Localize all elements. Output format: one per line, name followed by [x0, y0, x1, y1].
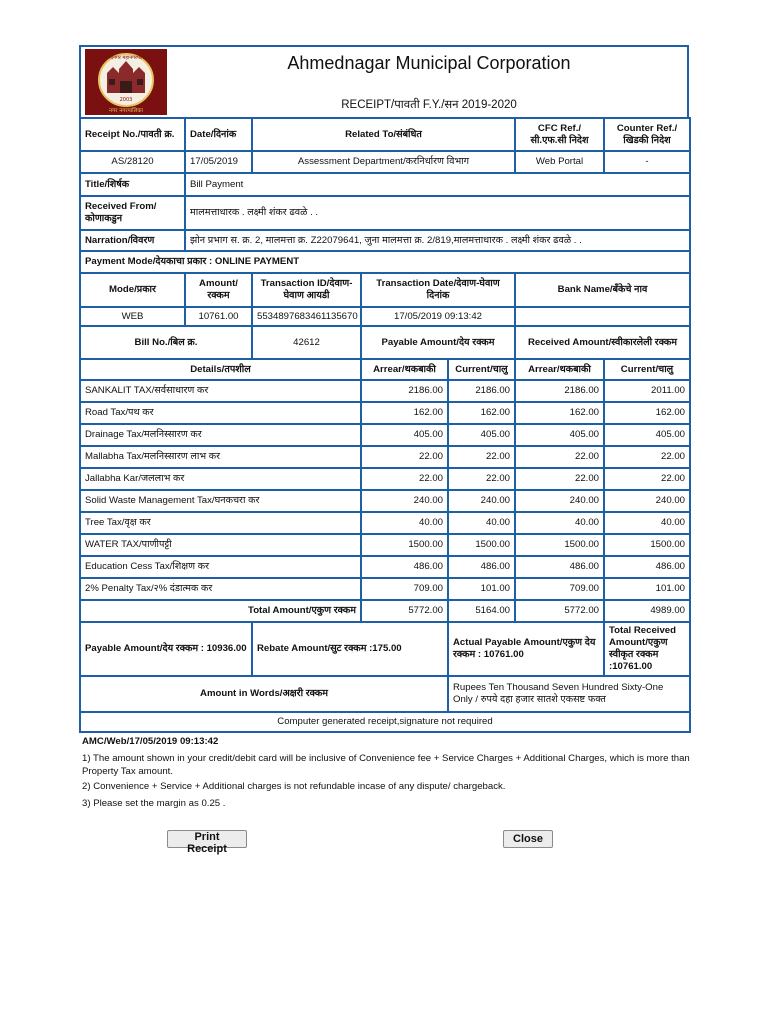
logo-bottom-text: नगर नगरपालिका — [109, 108, 143, 114]
bill-no-value: 42612 — [252, 326, 361, 359]
table-row — [80, 556, 690, 578]
payable-arrear-label: Arrear/थकबाकी — [361, 359, 448, 380]
table-row — [80, 468, 690, 490]
table-row — [80, 380, 690, 402]
tax-value: 40.00 — [361, 512, 448, 534]
receipt-no-value: AS/28120 — [80, 151, 185, 173]
received-amount-label: Received Amount/स्वीकारलेली रक्कम — [515, 326, 690, 359]
tax-value: 709.00 — [515, 578, 604, 600]
total-label: Total Amount/एकुण रक्कम — [80, 600, 361, 622]
amount-words-row — [80, 676, 690, 712]
cfc-ref-label: CFC Ref./ सी.एफ.सी निदेश — [515, 118, 604, 151]
table-row — [80, 512, 690, 534]
title-label: Title/शिर्षक — [80, 173, 185, 196]
tax-name: Education Cess Tax/शिक्षण कर — [80, 556, 361, 578]
narration-row — [80, 230, 690, 251]
mode-value: WEB — [80, 307, 185, 326]
amount-label: Amount/ रक्कम — [185, 273, 252, 307]
received-arrear-label: Arrear/थकबाकी — [515, 359, 604, 380]
tax-value: 240.00 — [448, 490, 515, 512]
payable-amount-label: Payable Amount/देय रक्कम — [361, 326, 515, 359]
rebate-amount-summary: Rebate Amount/सुट रक्कम :175.00 — [252, 622, 448, 676]
total-value: 4989.00 — [604, 600, 690, 622]
total-received-summary: Total Received Amount/एकुण स्वीकृत रक्कम :10761.00 — [604, 622, 690, 676]
table-row — [80, 578, 690, 600]
tax-value: 240.00 — [361, 490, 448, 512]
table-row — [80, 534, 690, 556]
tax-name: SANKALIT TAX/सर्वसाधारण कर — [80, 380, 361, 402]
tax-value: 162.00 — [448, 402, 515, 424]
title-value: Bill Payment — [185, 173, 690, 196]
tax-value: 486.00 — [604, 556, 690, 578]
tax-value: 101.00 — [604, 578, 690, 600]
tax-value: 40.00 — [604, 512, 690, 534]
table-row — [80, 490, 690, 512]
note-2: 2) Convenience + Service + Additional charges is not refundable incase of any dispute/ chargeback. — [82, 781, 506, 792]
tax-value: 162.00 — [515, 402, 604, 424]
tax-name: 2% Penalty Tax/२% दंडात्मक कर — [80, 578, 361, 600]
tax-value: 22.00 — [448, 468, 515, 490]
payment-mode: Payment Mode/देयकाचा प्रकार : ONLINE PAYMENT — [80, 251, 690, 273]
table-row — [80, 424, 690, 446]
counter-ref-value: - — [604, 151, 690, 173]
tax-value: 22.00 — [448, 446, 515, 468]
tax-name: Mallabha Tax/मलनिस्सारण लाभ कर — [80, 446, 361, 468]
cfc-ref-value: Web Portal — [515, 151, 604, 173]
transaction-id-value: 5534897683461135670 — [252, 307, 361, 326]
date-label: Date/दिनांक — [185, 118, 252, 151]
bill-no-label: Bill No./बिल क्र. — [80, 326, 252, 359]
corporation-logo — [85, 49, 167, 115]
logo-top-text: अहमदनगर महानगरपालिका — [101, 55, 151, 61]
receipt-header-labels-row — [80, 118, 690, 151]
mode-label: Mode/प्रकार — [80, 273, 185, 307]
tax-value: 40.00 — [448, 512, 515, 534]
payable-amount-summary: Payable Amount/देय रक्कम : 10936.00 — [80, 622, 252, 676]
receipt-header — [79, 45, 689, 119]
tax-value: 22.00 — [515, 468, 604, 490]
logo-year: 2003 — [119, 97, 133, 103]
tax-value: 240.00 — [515, 490, 604, 512]
total-value: 5164.00 — [448, 600, 515, 622]
tax-value: 22.00 — [361, 468, 448, 490]
tax-value: 709.00 — [361, 578, 448, 600]
tax-value: 2186.00 — [361, 380, 448, 402]
tax-name: Jallabha Kar/जललाभ कर — [80, 468, 361, 490]
amount-words-label: Amount in Words/अक्षरी रक्कम — [80, 676, 448, 712]
tax-value: 2186.00 — [448, 380, 515, 402]
tax-value: 1500.00 — [604, 534, 690, 556]
details-label: Details/तपशील — [80, 359, 361, 380]
title-row — [80, 173, 690, 196]
tax-value: 405.00 — [604, 424, 690, 446]
computer-generated-note: Computer generated receipt,signature not required — [80, 712, 690, 732]
tax-value: 405.00 — [448, 424, 515, 446]
amount-value: 10761.00 — [185, 307, 252, 326]
tax-name: Drainage Tax/मलनिस्सारण कर — [80, 424, 361, 446]
org-name: Ahmednagar Municipal Corporation — [287, 53, 571, 73]
transaction-values-row — [80, 307, 690, 326]
related-to-value: Assessment Department/करनिर्धारण विभाग — [252, 151, 515, 173]
note-3: 3) Please set the margin as 0.25 . — [82, 798, 226, 809]
tax-value: 101.00 — [448, 578, 515, 600]
tax-name: Road Tax/पथ कर — [80, 402, 361, 424]
receipt-no-label: Receipt No./पावती क्र. — [80, 118, 185, 151]
received-from-label: Received From/ कोणाकडुन — [80, 196, 185, 230]
amount-words-value: Rupees Ten Thousand Seven Hundred Sixty-One Only / रुपये दहा हजार सातशे एकसष्ट फक्त — [448, 676, 690, 712]
tax-value: 22.00 — [604, 446, 690, 468]
transaction-id-label: Transaction ID/देवाण-घेवाण आयडी — [252, 273, 361, 307]
table-row — [80, 402, 690, 424]
tax-value: 1500.00 — [448, 534, 515, 556]
tax-value: 2011.00 — [604, 380, 690, 402]
narration-value: झोन प्रभाग स. क्र. 2, मालमत्ता क्र. Z22079641, जुना मालमत्ता क्र. 2/819,मालमत्ताधारक . लक्ष्मी शंकर ढवळे . . — [185, 230, 690, 251]
tax-value: 40.00 — [515, 512, 604, 534]
tax-value: 1500.00 — [515, 534, 604, 556]
payment-mode-row — [80, 251, 690, 273]
tax-value: 2186.00 — [515, 380, 604, 402]
tax-value: 405.00 — [361, 424, 448, 446]
receipt-header-values-row — [80, 151, 690, 173]
tax-value: 486.00 — [361, 556, 448, 578]
details-header-row — [80, 359, 690, 380]
related-to-label: Related To/संबंधित — [252, 118, 515, 151]
total-value: 5772.00 — [361, 600, 448, 622]
tax-value: 22.00 — [515, 446, 604, 468]
payable-current-label: Current/चालु — [448, 359, 515, 380]
close-button[interactable]: Close — [503, 830, 553, 848]
received-from-row — [80, 196, 690, 230]
received-current-label: Current/चालु — [604, 359, 690, 380]
tax-name: WATER TAX/पाणीपट्टी — [80, 534, 361, 556]
counter-ref-label: Counter Ref./ खिडकी निदेश — [604, 118, 690, 151]
table-row — [80, 446, 690, 468]
tax-value: 162.00 — [604, 402, 690, 424]
transaction-date-label: Transaction Date/देवाण-घेवाण दिनांक — [361, 273, 515, 307]
bank-name-label: Bank Name/बँकेचे नाव — [515, 273, 690, 307]
computer-note-row — [80, 712, 690, 732]
tax-value: 22.00 — [361, 446, 448, 468]
total-row — [80, 600, 690, 622]
tax-value: 405.00 — [515, 424, 604, 446]
receipt-fy: RECEIPT/पावती F.Y./सन 2019-2020 — [341, 99, 517, 111]
transaction-labels-row — [80, 273, 690, 307]
receipt-table — [79, 117, 691, 733]
tax-name: Tree Tax/वृक्ष कर — [80, 512, 361, 534]
tax-value: 22.00 — [604, 468, 690, 490]
narration-label: Narration/विवरण — [80, 230, 185, 251]
tax-name: Solid Waste Management Tax/घनकचरा कर — [80, 490, 361, 512]
bank-name-value — [515, 307, 690, 326]
transaction-date-value: 17/05/2019 09:13:42 — [361, 307, 515, 326]
received-from-value: मालमत्ताधारक . लक्ष्मी शंकर ढवळे . . — [185, 196, 690, 230]
tax-value: 1500.00 — [361, 534, 448, 556]
web-stamp: AMC/Web/17/05/2019 09:13:42 — [82, 736, 219, 747]
summary-row — [80, 622, 690, 676]
date-value: 17/05/2019 — [185, 151, 252, 173]
note-1: 1) The amount shown in your credit/debit card will be inclusive of Convenience fee + Service Charges + Additional Charges, which is more than Property Tax amount. — [82, 753, 690, 777]
tax-value: 162.00 — [361, 402, 448, 424]
tax-value: 240.00 — [604, 490, 690, 512]
actual-payable-summary: Actual Payable Amount/एकुण देय रक्कम : 10761.00 — [448, 622, 604, 676]
bill-row — [80, 326, 690, 359]
total-value: 5772.00 — [515, 600, 604, 622]
print-receipt-button[interactable]: Print Receipt — [167, 830, 247, 848]
tax-value: 486.00 — [448, 556, 515, 578]
tax-value: 486.00 — [515, 556, 604, 578]
